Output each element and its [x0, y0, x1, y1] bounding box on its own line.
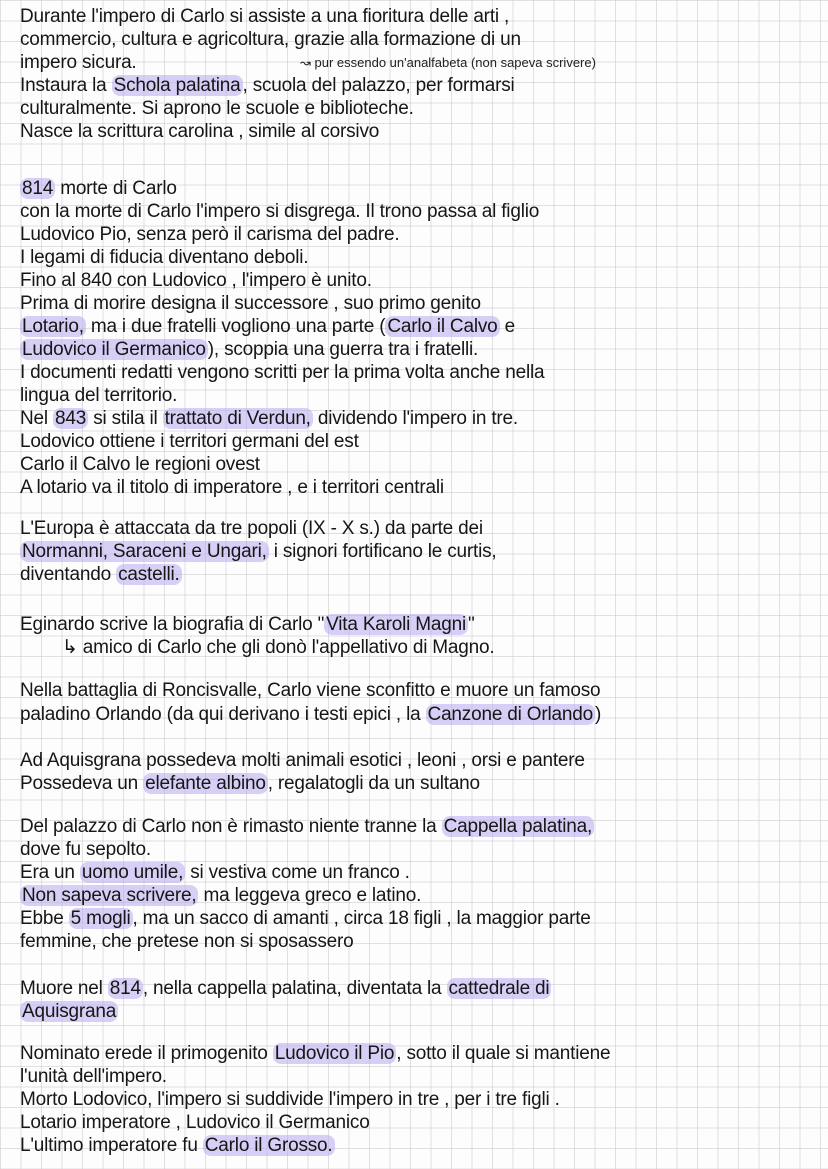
note-line [20, 454, 260, 476]
text-segment: I legami di fiducia diventano deboli. [20, 247, 309, 268]
note-line [20, 614, 475, 636]
note-line [20, 1066, 167, 1088]
highlighted-text: Vita Karoli Magni [326, 614, 467, 635]
highlighted-text: Non sapeva scrivere, [22, 885, 197, 906]
highlighted-text: 814 [22, 178, 54, 199]
note-line [20, 121, 379, 143]
note-line [20, 293, 481, 315]
text-segment: Ludovico Pio, senza però il carisma del padre. [20, 224, 400, 245]
text-segment: ↳ amico di Carlo che gli donò l'appellativo di Magno. [62, 637, 495, 658]
note-line [20, 816, 594, 838]
text-segment: dove fu sepolto. [20, 839, 151, 860]
note-line [20, 224, 399, 246]
text-segment: L'Europa è attaccata da tre popoli (IX - X s.) da parte dei [20, 518, 483, 539]
text-segment: con la morte di Carlo l'impero si disgrega. Il trono passa al figlio [20, 201, 540, 222]
text-segment: commercio, cultura e agricoltura, grazie alla formazione di un [20, 29, 521, 50]
highlighted-text: castelli. [118, 564, 180, 585]
highlighted-text: 5 mogli [70, 908, 131, 929]
note-line [20, 885, 421, 907]
text-segment: Lodovico ottiene i territori germani del est [20, 431, 359, 452]
text-segment: paladino Orlando (da qui derivano i testi epici , la [20, 704, 426, 725]
highlighted-text: uomo umile, [81, 862, 184, 883]
text-segment: Era un [20, 862, 80, 883]
text-segment: Possedeva un [20, 773, 144, 794]
note-line [20, 270, 372, 292]
text-segment: ma leggeva greco e latino. [198, 885, 422, 906]
text-segment: ) [594, 704, 602, 725]
highlighted-text: Aquisgrana [22, 1001, 117, 1022]
note-line [20, 1043, 610, 1065]
note-line [20, 680, 600, 702]
note-line [20, 978, 551, 1000]
text-segment: Instaura la [20, 75, 112, 96]
note-line [20, 773, 480, 795]
note-line [20, 1089, 560, 1111]
text-segment: e [499, 316, 515, 337]
highlighted-text: Canzone di Orlando [427, 704, 593, 725]
text-segment: lingua del territorio. [20, 385, 178, 406]
note-line [20, 541, 497, 563]
text-segment: dividendo l'impero in tre. [312, 408, 518, 429]
note-line [20, 178, 177, 200]
text-segment: , ma un sacco di amanti , circa 18 figli , la maggior parte [132, 908, 591, 929]
note-line [20, 339, 478, 361]
note-line [20, 247, 308, 269]
text-segment: , regalatogli da un sultano [267, 773, 480, 794]
text-segment: " [468, 614, 475, 635]
note-line [20, 52, 137, 74]
text-segment: , scuola del palazzo, per formarsi [242, 75, 515, 96]
text-segment: ), scoppia una guerra tra i fratelli. [207, 339, 479, 360]
highlighted-text: Carlo il Calvo [387, 316, 498, 337]
text-segment: Muore nel [20, 978, 108, 999]
highlighted-text: Cappella palatina, [443, 816, 593, 837]
note-line [62, 637, 494, 659]
highlighted-text: elefante albino [145, 773, 266, 794]
highlighted-text: Ludovico il Pio [274, 1043, 395, 1064]
text-segment: Nel [20, 408, 53, 429]
text-segment: Nella battaglia di Roncisvalle, Carlo viene sconfitto e muore un famoso [20, 680, 601, 701]
text-segment: impero sicura. [20, 52, 137, 73]
text-segment: Prima di morire designa il successore , suo primo genito [20, 293, 481, 314]
note-line [20, 431, 359, 453]
text-segment: morte di Carlo [55, 178, 177, 199]
text-segment: L'ultimo imperatore fu [20, 1135, 203, 1156]
text-segment: A lotario va il titolo di imperatore , e i territori centrali [20, 477, 444, 498]
text-segment: ma i due fratelli vogliono una parte ( [85, 316, 386, 337]
note-line [20, 750, 585, 772]
text-segment: i signori fortificano le curtis, [268, 541, 497, 562]
note-line [20, 408, 518, 430]
note-line [20, 518, 483, 540]
note-line [20, 704, 601, 726]
highlighted-text: Schola palatina [113, 75, 241, 96]
text-segment: Lotario imperatore , Ludovico il Germanico [20, 1112, 370, 1133]
note-line [20, 6, 509, 28]
note-line [20, 477, 444, 499]
text-segment: I documenti redatti vengono scritti per la prima volta anche nella [20, 362, 545, 383]
text-segment: Del palazzo di Carlo non è rimasto niente tranne la [20, 816, 442, 837]
note-line [20, 201, 539, 223]
highlighted-text: trattato di Verdun, [164, 408, 311, 429]
text-segment: , sotto il quale si mantiene [396, 1043, 611, 1064]
note-line [20, 862, 410, 884]
highlighted-text: Ludovico il Germanico [22, 339, 206, 360]
text-segment: Fino al 840 con Ludovico , l'impero è unito. [20, 270, 372, 291]
text-segment: Ebbe [20, 908, 69, 929]
note-line [20, 75, 515, 97]
note-line [20, 1001, 118, 1023]
text-segment: Nasce la scrittura carolina , simile al corsivo [20, 121, 380, 142]
note-line [20, 362, 544, 384]
text-segment: Morto Lodovico, l'impero si suddivide l'impero in tre , per i tre figli . [20, 1089, 560, 1110]
text-segment: si vestiva come un franco . [185, 862, 410, 883]
note-line [20, 385, 177, 407]
text-segment: culturalmente. Si aprono le scuole e biblioteche. [20, 98, 414, 119]
text-segment: femmine, che pretese non si sposassero [20, 931, 354, 952]
note-line [20, 1135, 335, 1157]
note-line [20, 98, 414, 120]
note-line [20, 564, 182, 586]
note-line [20, 839, 151, 861]
note-line [20, 931, 354, 953]
note-line [20, 29, 521, 51]
text-segment: , nella cappella palatina, diventata la [142, 978, 447, 999]
text-segment: diventando [20, 564, 117, 585]
note-line [20, 316, 515, 338]
text-segment: Ad Aquisgrana possedeva molti animali esotici , leoni , orsi e pantere [20, 750, 585, 771]
highlighted-text: Lotario, [22, 316, 84, 337]
highlighted-text: cattedrale di [448, 978, 550, 999]
text-segment: si stila il [88, 408, 163, 429]
text-segment: l'unità dell'impero. [20, 1066, 167, 1087]
highlighted-text: 843 [55, 408, 87, 429]
margin-annotation: ↝ pur essendo un'analfabeta (non sapeva scrivere) [300, 55, 596, 70]
text-segment: Eginardo scrive la biografia di Carlo " [20, 614, 325, 635]
note-line [20, 1112, 370, 1134]
text-segment: Carlo il Calvo le regioni ovest [20, 454, 260, 475]
text-segment: Nominato erede il primogenito [20, 1043, 273, 1064]
highlighted-text: Carlo il Grosso. [204, 1135, 333, 1156]
highlighted-text: 814 [109, 978, 141, 999]
note-line [20, 908, 591, 930]
text-segment: Durante l'impero di Carlo si assiste a una fioritura delle arti , [20, 6, 510, 27]
highlighted-text: Normanni, Saraceni e Ungari, [22, 541, 267, 562]
